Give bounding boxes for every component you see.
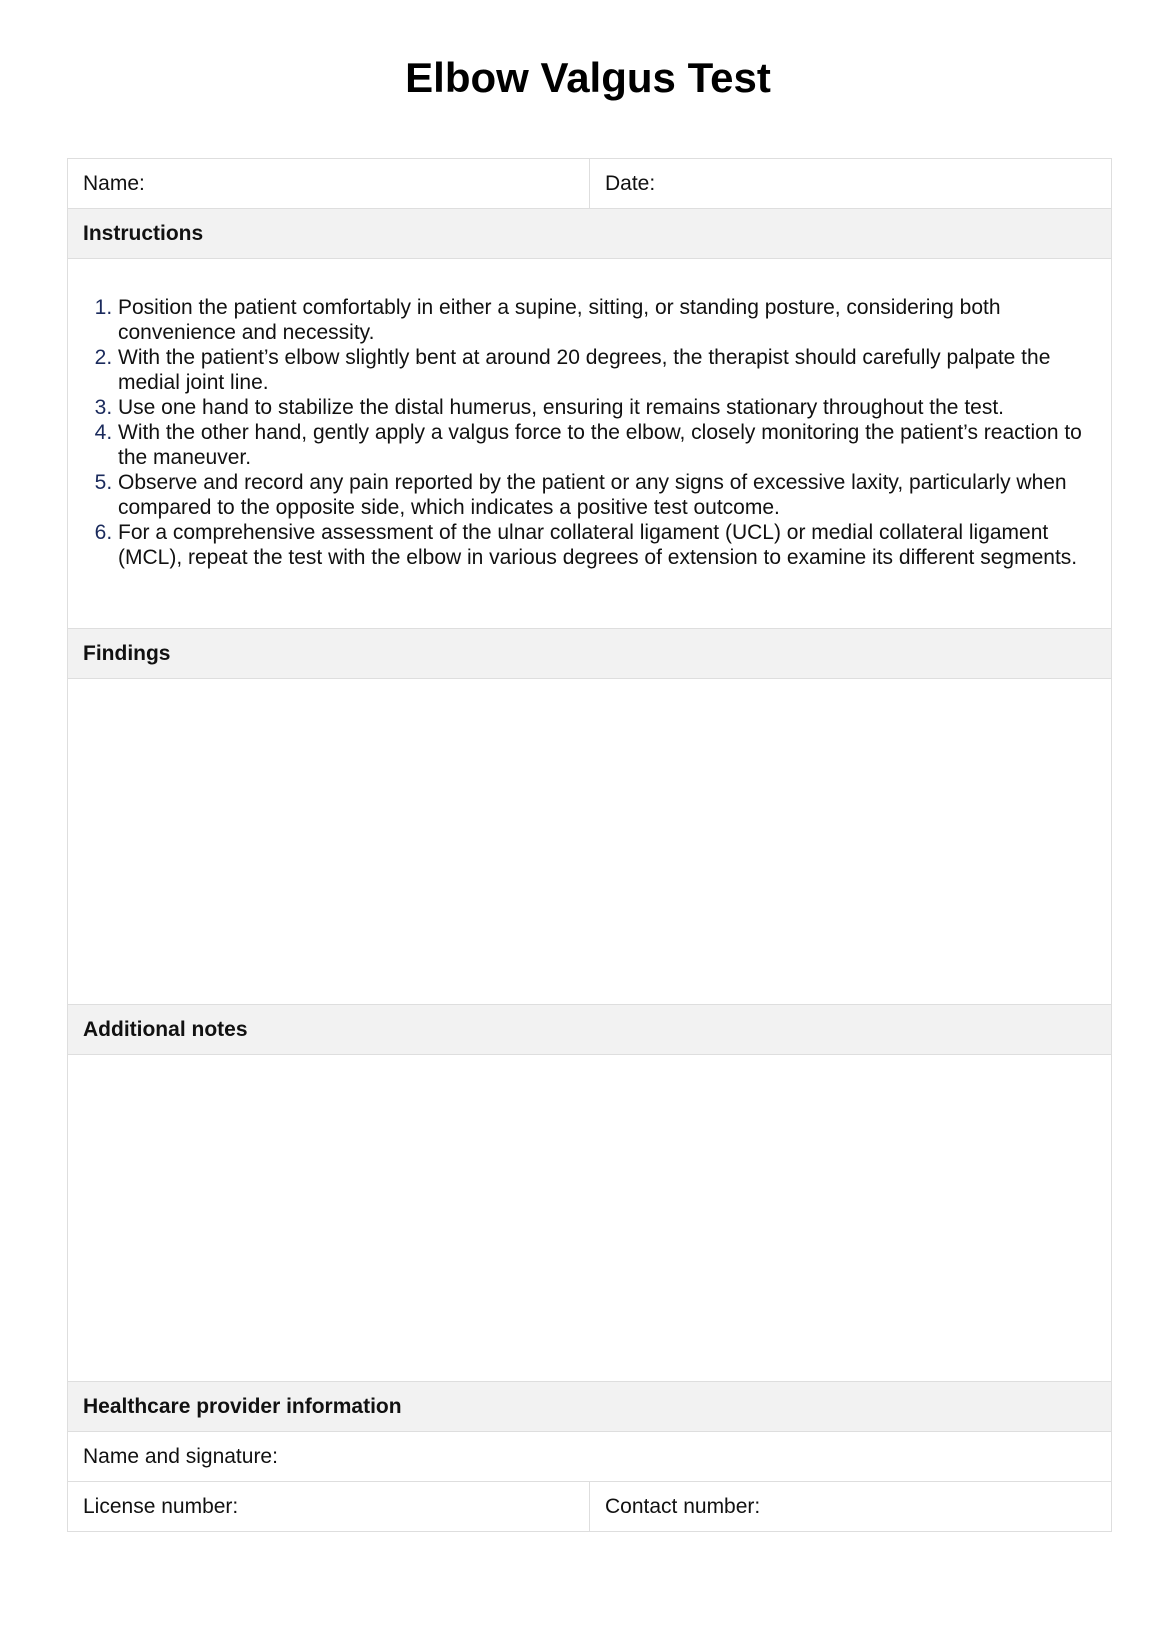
name-signature-field[interactable]: [68, 1432, 1112, 1482]
license-number-field[interactable]: [68, 1482, 590, 1532]
instructions-body: [68, 259, 1112, 629]
instructions-row: [68, 259, 1112, 629]
instruction-step: 4. With the other hand, gently apply a valgus force to the elbow, closely monitoring the patient’s reaction to the maneuver.: [118, 420, 1093, 470]
instruction-step: 2. With the patient’s elbow slightly bent at around 20 degrees, the therapist should carefully palpate the medial joint line.: [118, 345, 1093, 395]
findings-row: [68, 679, 1112, 1005]
findings-header: [68, 629, 1112, 679]
provider-contact-row: [68, 1482, 1112, 1532]
additional-notes-row: [68, 1055, 1112, 1382]
additional-notes-field[interactable]: [68, 1055, 1112, 1382]
name-label: Name:: [83, 171, 145, 195]
additional-notes-header: [68, 1005, 1112, 1055]
date-field[interactable]: [590, 159, 1112, 209]
findings-heading: Findings: [68, 629, 1112, 679]
additional-notes-heading: Additional notes: [68, 1005, 1112, 1055]
instructions-heading: Instructions: [68, 209, 1112, 259]
assessment-form: [67, 158, 1112, 1532]
instructions-header: [68, 209, 1112, 259]
date-label: Date:: [605, 171, 656, 195]
name-signature-label: Name and signature:: [83, 1444, 278, 1468]
contact-number-field[interactable]: [590, 1482, 1112, 1532]
provider-header: [68, 1382, 1112, 1432]
patient-info-row: [68, 159, 1112, 209]
findings-field[interactable]: [68, 679, 1112, 1005]
provider-heading: Healthcare provider information: [68, 1382, 1112, 1432]
instruction-step: 1. Position the patient comfortably in either a supine, sitting, or standing posture, considering both convenience and necessity.: [118, 295, 1093, 345]
instruction-step: 5. Observe and record any pain reported by the patient or any signs of excessive laxity, particularly when compared to the opposite side, which indicates a positive test outcome.: [118, 470, 1093, 520]
contact-number-label: Contact number:: [605, 1494, 761, 1518]
name-field[interactable]: [68, 159, 590, 209]
instructions-list: [83, 295, 1093, 570]
license-number-label: License number:: [83, 1494, 239, 1518]
instruction-step: 3. Use one hand to stabilize the distal humerus, ensuring it remains stationary throughout the test.: [118, 395, 1093, 420]
provider-signature-row: [68, 1432, 1112, 1482]
instruction-step: 6. For a comprehensive assessment of the ulnar collateral ligament (UCL) or medial collateral ligament (MCL), repeat the test with the elbow in various degrees of extension to examine its different segments.: [118, 520, 1093, 570]
page-title: Elbow Valgus Test: [405, 54, 771, 101]
